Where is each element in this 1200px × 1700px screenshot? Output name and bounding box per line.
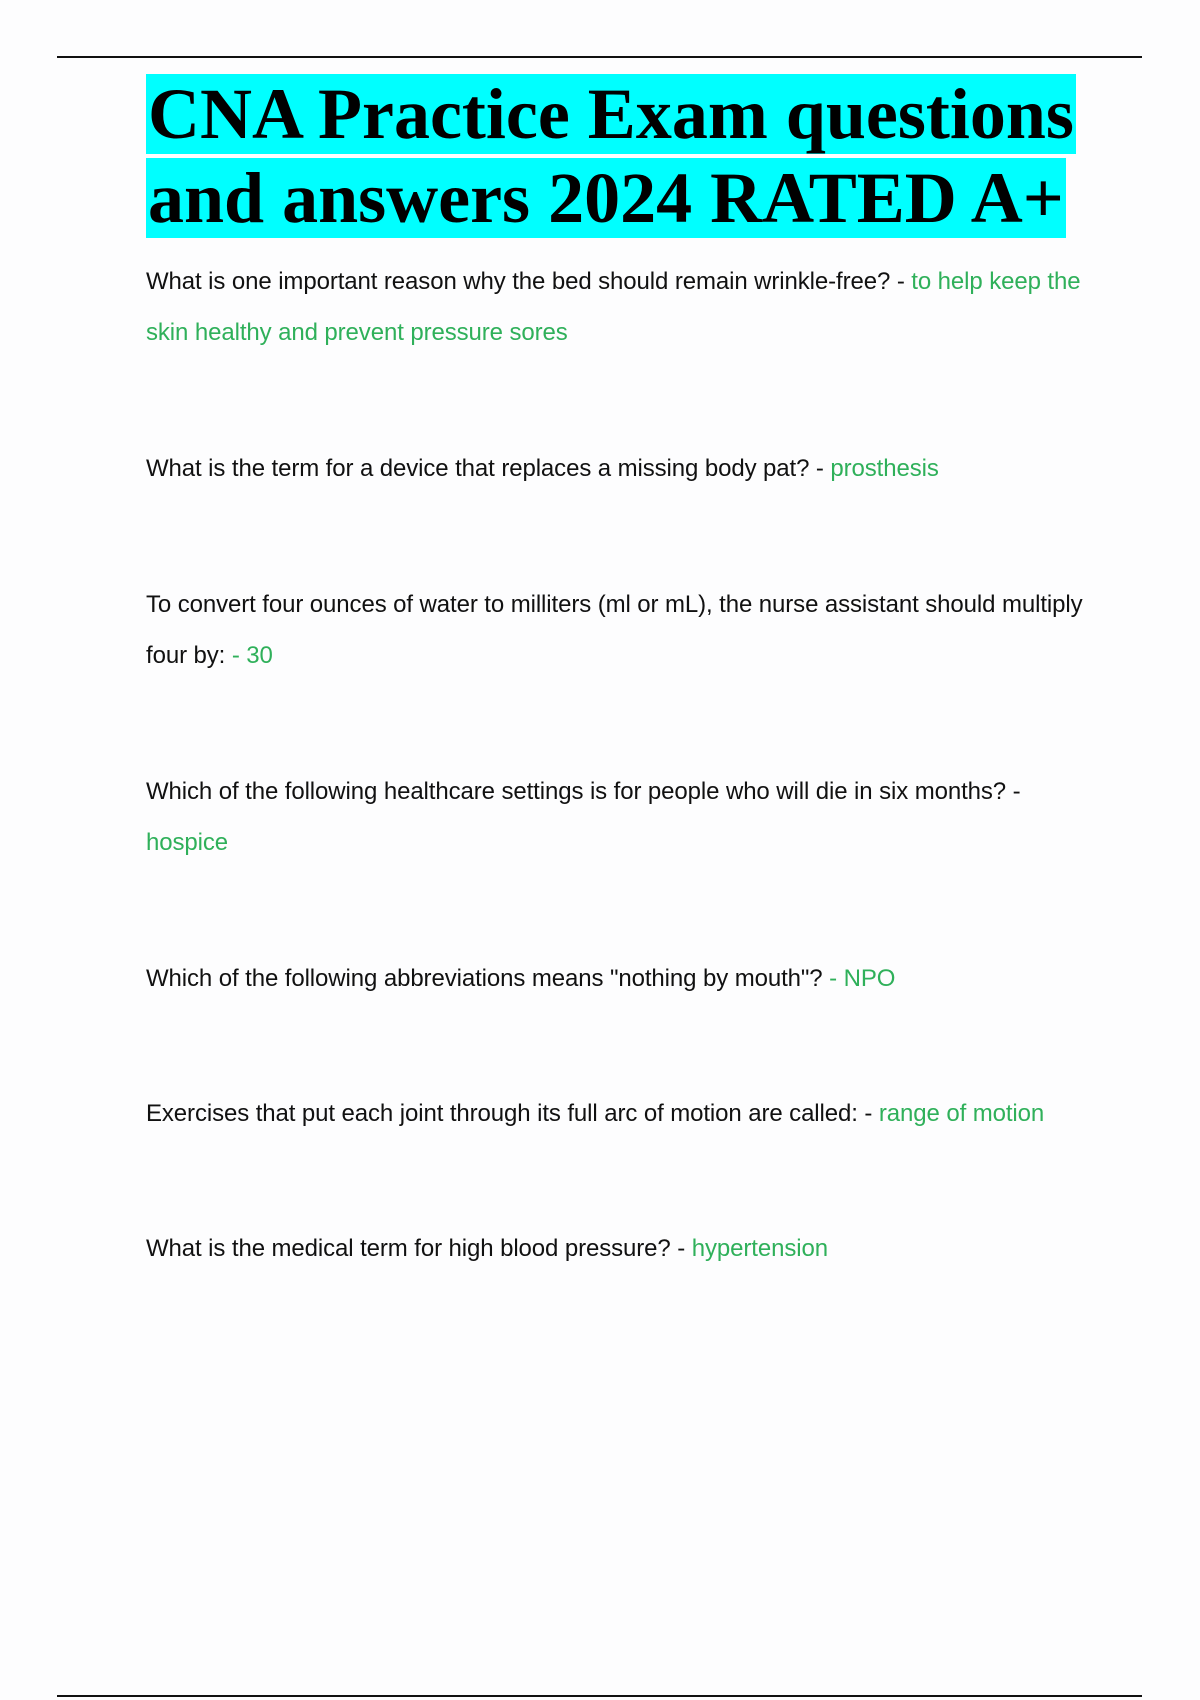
answer-separator: - [822, 965, 844, 992]
document-body [146, 72, 1086, 1274]
question-text: Exercises that put each joint through its full arc of motion are called: [146, 1100, 858, 1127]
qa-list [146, 256, 1086, 1274]
document-title [146, 72, 1086, 240]
bottom-rule [57, 1695, 1142, 1697]
question-text: Which of the following healthcare settings is for people who will die in six months? [146, 778, 1007, 805]
answer-separator: - [225, 642, 247, 669]
qa-item [146, 443, 1086, 494]
top-rule [57, 56, 1142, 58]
question-text: What is one important reason why the bed should remain wrinkle-free? [146, 268, 891, 295]
answer-text: NPO [843, 965, 896, 992]
answer-text: to help keep the skin healthy and prevent pressure sores [146, 268, 1081, 346]
qa-item [146, 1088, 1086, 1139]
answer-separator: - [809, 455, 831, 482]
qa-item [146, 256, 1086, 358]
qa-item [146, 953, 1086, 1004]
question-text: What is the term for a device that replaces a missing body pat? [146, 455, 810, 482]
title-highlight: CNA Practice Exam questions and answers 2024 RATED A+ [148, 74, 1074, 238]
question-text: To convert four ounces of water to milliters (ml or mL), the nurse assistant should multiply four by: [146, 591, 1083, 669]
answer-text: range of motion [878, 1100, 1045, 1127]
question-text: Which of the following abbreviations means "nothing by mouth"? [146, 965, 823, 992]
answer-separator: - [670, 1235, 692, 1262]
answer-separator: - [1006, 778, 1021, 805]
answer-text: prosthesis [830, 455, 939, 482]
qa-item [146, 579, 1086, 681]
answer-text: hypertension [691, 1235, 828, 1262]
answer-separator: - [890, 268, 912, 295]
question-text: What is the medical term for high blood pressure? [146, 1235, 671, 1262]
answer-separator: - [857, 1100, 879, 1127]
answer-text: 30 [246, 642, 273, 669]
answer-text: hospice [146, 829, 229, 856]
qa-item [146, 766, 1086, 868]
qa-item [146, 1223, 1086, 1274]
